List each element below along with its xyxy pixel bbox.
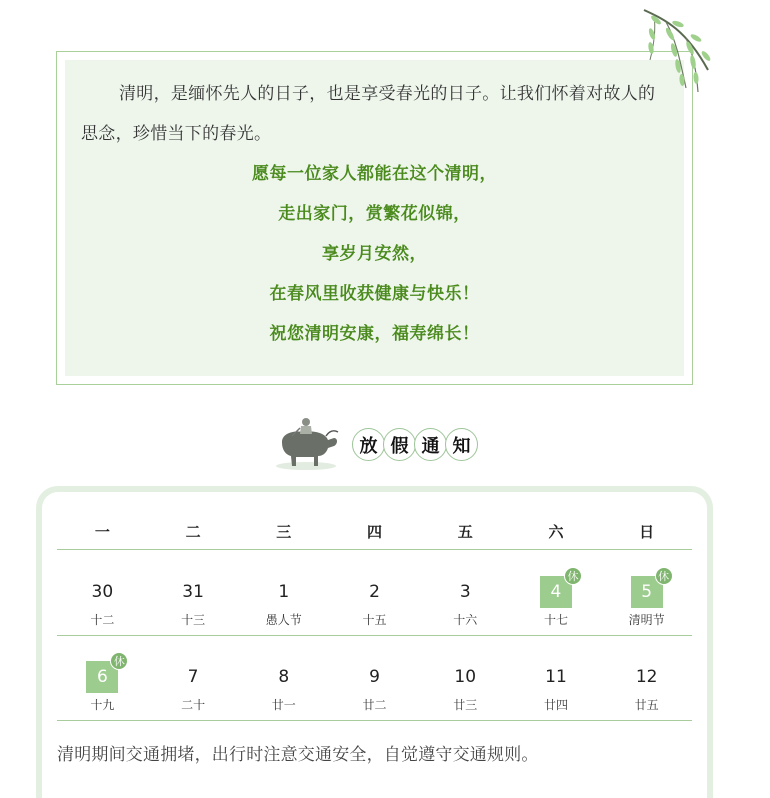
holiday-day-number: 6 — [86, 661, 118, 693]
title-char-2: 假 — [383, 428, 416, 461]
title-char-1: 放 — [352, 428, 385, 461]
lunar-date: 廿一 — [271, 698, 296, 712]
calendar-day — [601, 636, 692, 720]
wish-line-1: 愿每一位家人都能在这个清明， — [252, 164, 497, 184]
intro-paragraph: 清明，是缅怀先人的日子，也是享受春光的日子。让我们怀着对故人的思念，珍惜当下的春光。 — [81, 84, 656, 144]
lunar-date: 十三 — [181, 613, 206, 627]
lunar-date: 廿二 — [362, 698, 387, 712]
lunar-date: 廿五 — [634, 698, 659, 712]
day-number: 31 — [182, 582, 204, 602]
lunar-date: 十二 — [90, 613, 115, 627]
calendar-day — [57, 636, 148, 720]
calendar-day — [511, 636, 602, 720]
day-number: 11 — [545, 667, 567, 687]
wish-line-3: 享岁月安然， — [322, 244, 427, 264]
day-number: 9 — [369, 667, 380, 687]
message-card — [56, 51, 693, 385]
wish-line-2: 走出家门，赏繁花似锦， — [278, 204, 471, 224]
weekday-wed: 三 — [276, 523, 292, 541]
lunar-date: 十六 — [453, 613, 478, 627]
day-number: 30 — [91, 582, 114, 602]
day-number: 7 — [187, 667, 199, 687]
weekday-sat: 六 — [548, 523, 564, 541]
weekday-fri: 五 — [457, 523, 473, 541]
holiday-day-number: 4 — [540, 576, 572, 608]
lunar-date: 廿四 — [543, 698, 568, 712]
lunar-date: 二十 — [181, 698, 206, 712]
lunar-date: 十五 — [362, 613, 387, 627]
calendar-day — [57, 551, 148, 635]
day-number: 2 — [369, 582, 380, 602]
wish-line-4: 在春风里收获健康与快乐！ — [269, 284, 480, 304]
day-number: 8 — [278, 667, 290, 687]
calendar-week-row — [57, 551, 692, 636]
title-char-3: 通 — [414, 428, 447, 461]
calendar-day — [329, 636, 420, 720]
message-card-inner — [65, 60, 684, 376]
calendar-day — [329, 551, 420, 635]
rest-badge: 休 — [110, 652, 128, 670]
calendar-day — [511, 551, 602, 635]
holiday-notice-title — [352, 428, 476, 461]
weekday-tue: 二 — [185, 523, 201, 541]
calendar-day — [238, 551, 329, 635]
rest-badge: 休 — [655, 567, 673, 585]
day-number: 10 — [454, 667, 477, 687]
lunar-date: 十九 — [90, 698, 115, 712]
day-number: 1 — [278, 582, 290, 602]
calendar-day — [238, 636, 329, 720]
title-char-4: 知 — [445, 428, 478, 461]
lunar-date: 清明节 — [628, 613, 665, 627]
calendar-day — [148, 636, 239, 720]
lunar-date: 愚人节 — [265, 613, 302, 627]
day-number: 3 — [459, 582, 471, 602]
holiday-day-number: 5 — [631, 576, 663, 608]
day-number: 12 — [635, 667, 658, 687]
lunar-date: 廿三 — [453, 698, 478, 712]
lunar-date: 十七 — [543, 613, 568, 627]
calendar-day — [420, 636, 511, 720]
weekday-mon: 一 — [94, 523, 110, 541]
calendar-day — [148, 551, 239, 635]
wish-line-5: 祝您清明安康，福寿绵长！ — [269, 324, 480, 344]
weekday-thu: 四 — [367, 523, 383, 541]
ox-rider-icon — [268, 408, 344, 474]
willow-branch-icon — [626, 0, 718, 96]
weekday-sun: 日 — [639, 523, 655, 541]
calendar-weekday-header — [57, 514, 692, 550]
calendar-week-row — [57, 636, 692, 721]
calendar-day — [420, 551, 511, 635]
traffic-safety-note: 清明期间交通拥堵，出行时注意交通安全，自觉遵守交通规则。 — [57, 745, 539, 765]
rest-badge: 休 — [564, 567, 582, 585]
calendar-day — [601, 551, 692, 635]
